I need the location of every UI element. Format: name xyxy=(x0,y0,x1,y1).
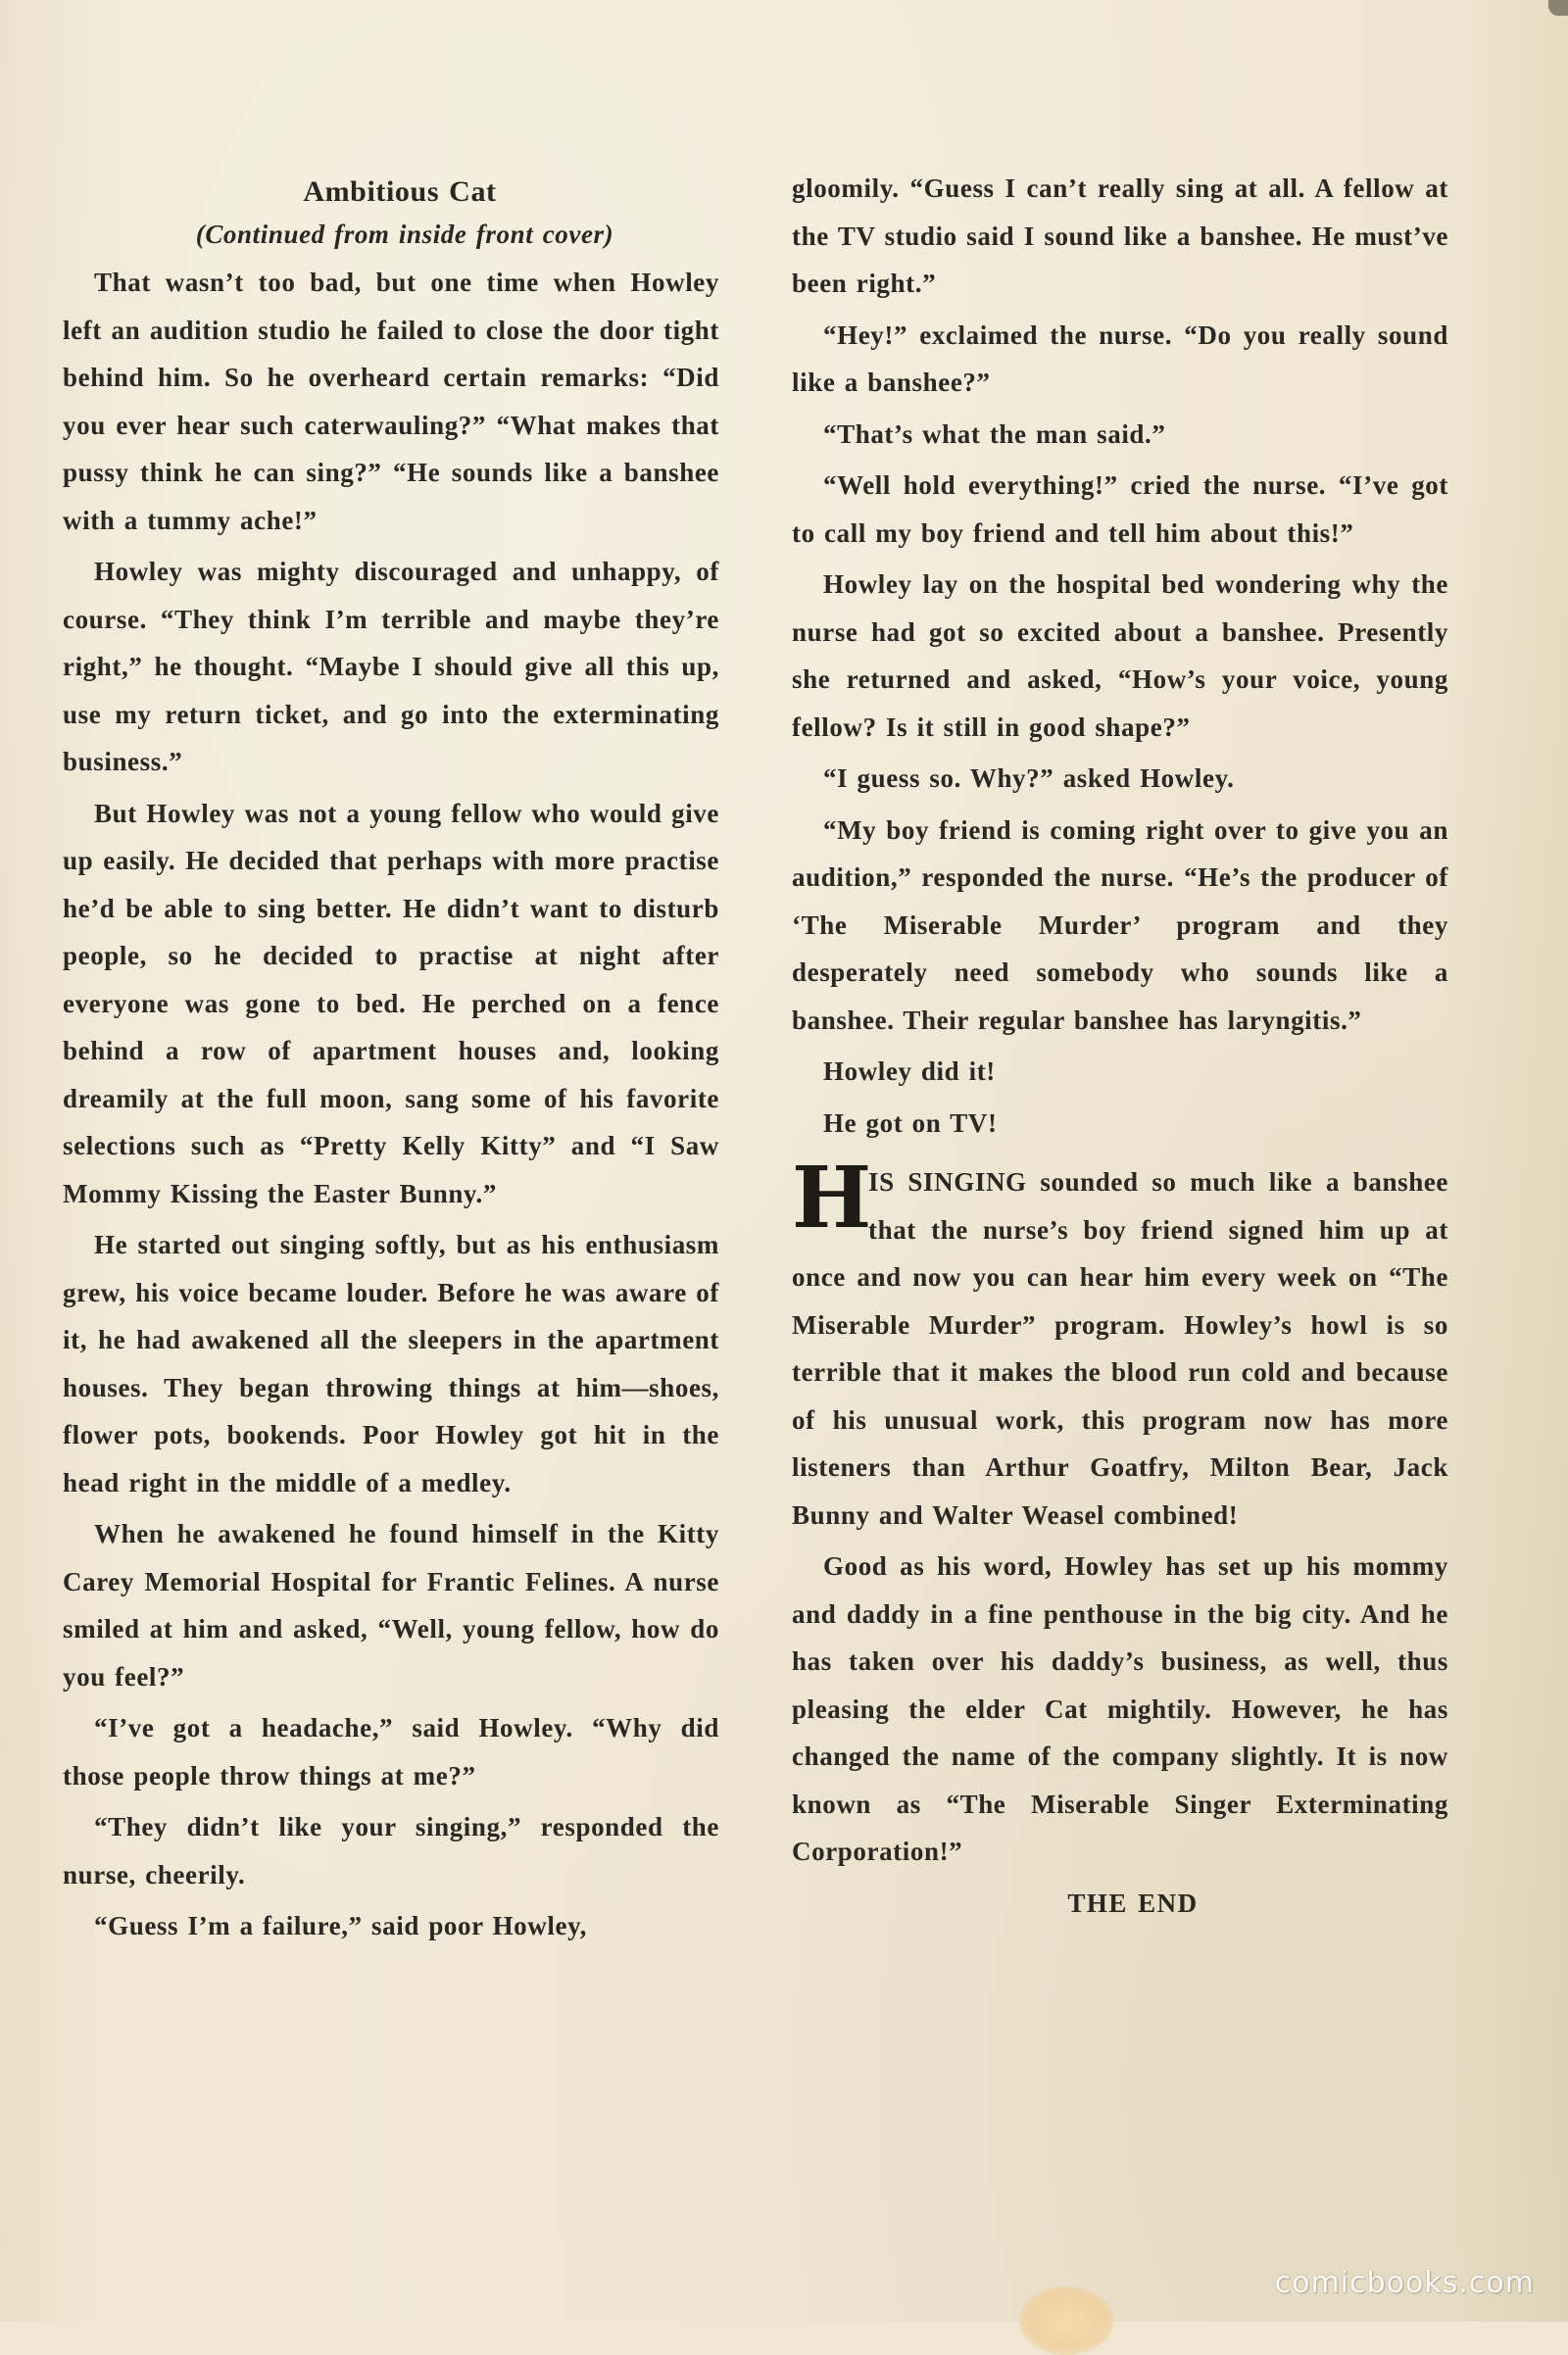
watermark: comicbooks.com xyxy=(1274,2266,1535,2300)
right-column xyxy=(792,165,1448,1927)
paragraph: But Howley was not a young fellow who would give up easily. He decided that perhaps with more practise he’d be able to sing better. He didn’t want to disturb people, so he decided to practise at night after everyone was gone to bed. He perched on a fence behind a row of apartment houses and, looking dreamily at the full moon, sang some of his favorite selections such as “Pretty Kelly Kitty” and “I Saw Mommy Kissing the Easter Bunny.” xyxy=(63,798,719,1208)
paragraph: “Hey!” exclaimed the nurse. “Do you really sound like a banshee?” xyxy=(792,319,1448,397)
paragraph: He got on TV! xyxy=(823,1107,998,1138)
the-end-label: THE END xyxy=(1067,1888,1199,1918)
paragraph: “I guess so. Why?” asked Howley. xyxy=(823,763,1235,793)
paragraph: “Well hold everything!” cried the nurse. “I’ve got to call my boy friend and tell him about this!” xyxy=(792,470,1448,548)
paragraph: “I’ve got a headache,” said Howley. “Why did those people throw things at me?” xyxy=(63,1713,719,1791)
dropcap-letter: H xyxy=(792,1149,872,1248)
paragraph: When he awakened he found himself in the Kitty Carey Memorial Hospital for Frantic Felines. A nurse smiled at him and asked, “Well, young fellow, how do you feel?” xyxy=(63,1519,719,1692)
paragraph: Howley lay on the hospital bed wondering why the nurse had got so excited about a banshee. Presently she returned and asked, “How’s your voice, young fellow? Is it still in good shape?” xyxy=(792,569,1448,742)
left-column xyxy=(63,169,719,1954)
dropcap-paragraph xyxy=(792,1149,1448,1539)
paragraph: “That’s what the man said.” xyxy=(823,418,1166,449)
paragraph: “They didn’t like your singing,” responded the nurse, cheerily. xyxy=(63,1812,719,1889)
story-title: Ambitious Cat xyxy=(303,175,497,208)
paper-stain xyxy=(1019,2286,1113,2355)
paragraph: “My boy friend is coming right over to give you an audition,” responded the nurse. “He’s the producer of ‘The Miserable Murder’ program and they desperately need somebody who sounds like a banshee. Their regular banshee has laryngitis.” xyxy=(792,814,1448,1035)
story-subtitle: (Continued from inside front cover) xyxy=(195,220,614,249)
paragraph: Howley was mighty discouraged and unhappy, of course. “They think I’m terrible and maybe they’re right,” he thought. “Maybe I should give all this up, use my return ticket, and go into the exterminating business.” xyxy=(63,557,719,776)
paragraph: “Guess I’m a failure,” said poor Howley, xyxy=(94,1911,588,1940)
paragraph: He started out singing softly, but as his enthusiasm grew, his voice became louder. Before he was aware of it, he had awakened all the sleepers in the apartment houses. They began throwing things at him—shoes, flower pots, bookends. Poor Howley got hit in the head right in the middle of a medley. xyxy=(63,1230,719,1497)
paragraph: That wasn’t too bad, but one time when Howley left an audition studio he failed to close the door tight behind him. So he overheard certain remarks: “Did you ever hear such caterwauling?” “What makes that pussy think he can sing?” “He sounds like a banshee with a tummy ache!” xyxy=(63,268,719,535)
paragraph-continuation: gloomily. “Guess I can’t really sing at all. A fellow at the TV studio said I sound like a banshee. He must’ve been right.” xyxy=(792,173,1448,298)
page-corner-mark xyxy=(1548,0,1568,16)
paragraph: Howley did it! xyxy=(823,1056,996,1086)
dropcap-paragraph-text: IS SINGING sounded so much like a banshee that the nurse’s boy friend signed him up at once and now you can hear him every week on “The Miserable Murder” program. Howley’s howl is so terrible that it makes the blood run cold and because of his unusual work, this program now has more listeners than Arthur Goatfry, Milton Bear, Jack Bunny and Walter Weasel combined! xyxy=(792,1167,1448,1530)
paragraph: Good as his word, Howley has set up his mommy and daddy in a fine penthouse in the big city. And he has taken over his daddy’s business, as well, thus pleasing the elder Cat mightily. However, he has changed the name of the company slightly. It is now known as “The Miserable Singer Exterminating Corporation!” xyxy=(792,1551,1448,1866)
